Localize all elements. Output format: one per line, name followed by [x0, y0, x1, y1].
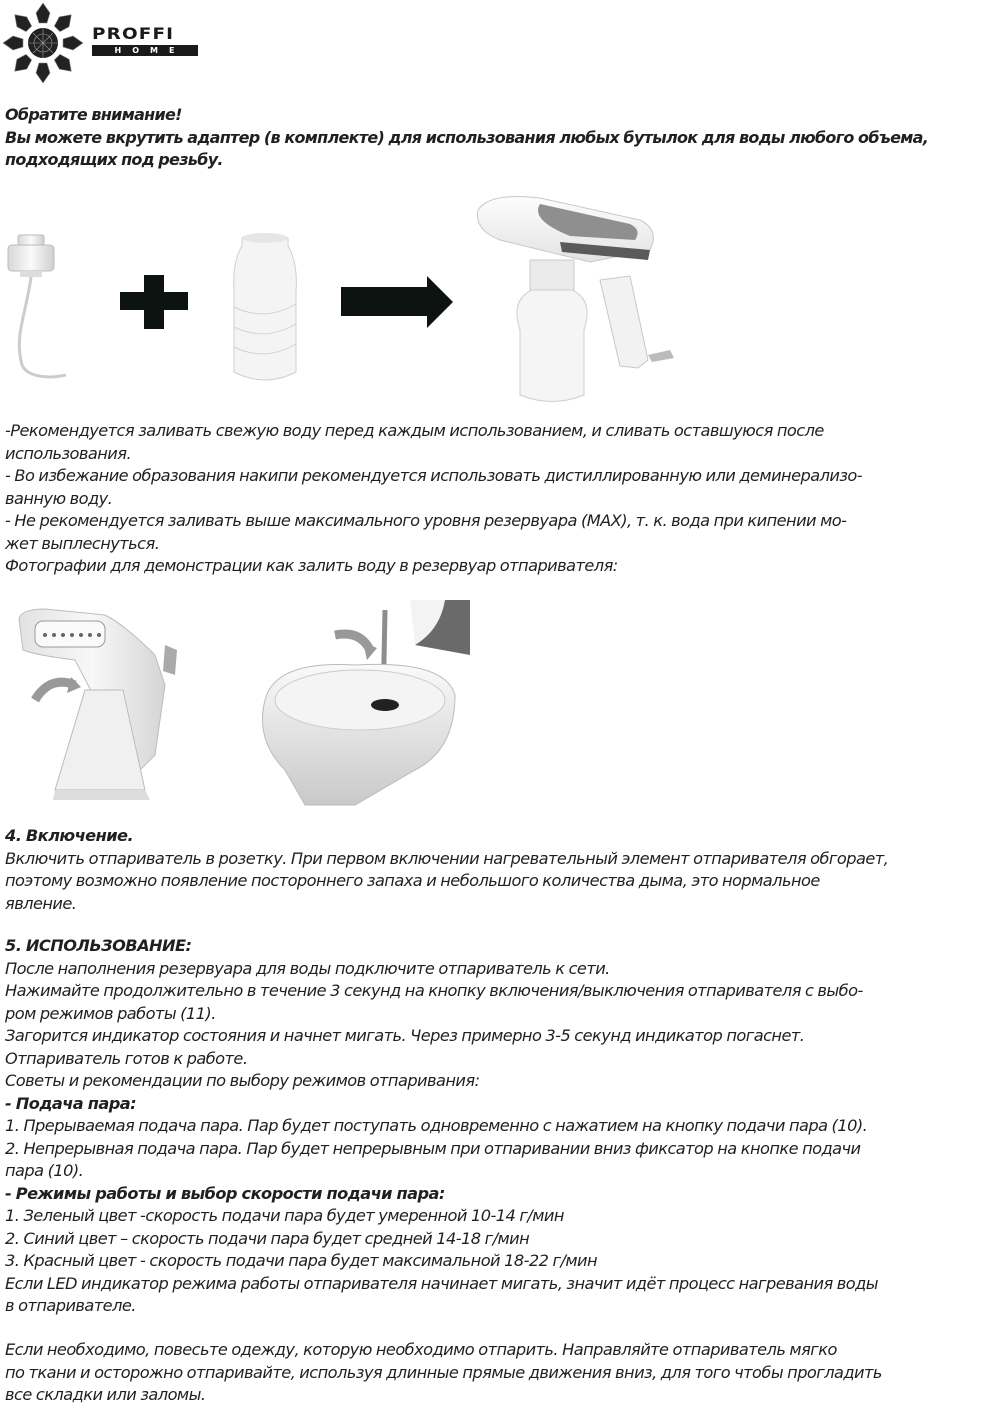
text-line: Загорится индикатор состояния и начнет мигать. Через примерно 3-5 секунд индикатор погаснет.	[5, 1026, 805, 1045]
section-4-block	[5, 825, 888, 915]
text-line: После наполнения резервуара для воды подключите отпариватель к сети.	[5, 958, 610, 978]
text-line: 1. Прерываемая подача пара. Пар будет поступать одновременно с нажатием на кнопку подачи пара (10).	[5, 1116, 868, 1135]
brand-logo	[2, 2, 84, 84]
recommendations-block	[5, 420, 862, 578]
star-logo-icon	[2, 2, 84, 84]
section-5-block	[5, 935, 878, 1318]
adapter-image	[4, 225, 66, 385]
text-line: в отпаривателе.	[5, 1296, 136, 1315]
text-line: использования.	[5, 443, 132, 463]
text-line: Советы и рекомендации по выбору режимов отпаривания:	[5, 1071, 480, 1090]
brand-name: PROFFI	[92, 24, 175, 43]
text-line: 2. Синий цвет – скорость подачи пара будет средней 14-18 г/мин	[5, 1228, 530, 1248]
steam-heading: - Подача пара:	[5, 1093, 137, 1113]
text-line: пара (10).	[5, 1161, 84, 1180]
brand-sub: HOME	[92, 45, 198, 56]
text-line: 3. Красный цвет - скорость подачи пара будет максимальной 18-22 г/мин	[5, 1251, 598, 1270]
text-line: Фотографии для демонстрации как залить воду в резервуар отпаривателя:	[5, 556, 618, 575]
text-line: ванную воду.	[5, 488, 113, 508]
text-line: явление.	[5, 893, 77, 913]
brand-wordmark	[92, 25, 200, 56]
steamer-with-bottle-image	[470, 190, 690, 405]
notice-title: Обратите внимание!	[5, 105, 182, 124]
text-line: все складки или заломы.	[5, 1385, 206, 1404]
text-line: - Во избежание образования накипи рекомендуется использовать дистиллированную или деминерализо-	[5, 466, 863, 485]
text-line: 2. Непрерывная подача пара. Пар будет непрерывным при отпаривании вниз фиксатор на кнопке подачи	[5, 1138, 861, 1158]
filling-water-photo	[245, 600, 470, 810]
text-line: Нажимайте продолжительно в течение 3 секунд на кнопку включения/выключения отпаривателя с выбо-	[5, 981, 863, 1000]
text-line: поэтому возможно появление постороннего запаха и небольшого количества дыма, это нормальное	[5, 871, 820, 890]
text-line: - Не рекомендуется заливать выше максимального уровня резервуара (MAX), т. к. вода при кипении мо-	[5, 511, 847, 530]
text-line: Отпариватель готов к работе.	[5, 1048, 248, 1068]
bottle-image	[232, 232, 298, 384]
steamer-tank-photo	[15, 605, 180, 805]
text-line: Включить отпариватель в розетку. При первом включении нагревательный элемент отпаривателя обгорает,	[5, 848, 889, 868]
plus-icon	[120, 275, 188, 329]
text-line: жет выплеснуться.	[5, 533, 160, 553]
section-5-title: 5. ИСПОЛЬЗОВАНИЕ:	[5, 936, 192, 955]
section-4-title: 4. Включение.	[5, 826, 134, 845]
text-line: ром режимов работы (11).	[5, 1003, 216, 1023]
text-line: 1. Зеленый цвет -скорость подачи пара будет умеренной 10-14 г/мин	[5, 1206, 564, 1225]
closing-block	[5, 1339, 882, 1407]
notice-line: подходящих под резьбу.	[5, 150, 223, 169]
text-line: Если LED индикатор режима работы отпаривателя начинает мигать, значит идёт процесс нагревания воды	[5, 1273, 878, 1293]
notice-block	[5, 104, 928, 172]
modes-heading: - Режимы работы и выбор скорости подачи пара:	[5, 1183, 445, 1203]
text-line: Если необходимо, повесьте одежду, которую необходимо отпарить. Направляйте отпариватель мягко	[5, 1340, 837, 1359]
text-line: по ткани и осторожно отпаривайте, используя длинные прямые движения вниз, для того чтобы прогладить	[5, 1362, 882, 1382]
text-line: -Рекомендуется заливать свежую воду перед каждым использованием, и сливать оставшуюся после	[5, 421, 824, 440]
notice-line: Вы можете вкрутить адаптер (в комплекте) для использования любых бутылок для воды любого объема,	[5, 127, 929, 147]
arrow-right-icon	[341, 276, 453, 328]
